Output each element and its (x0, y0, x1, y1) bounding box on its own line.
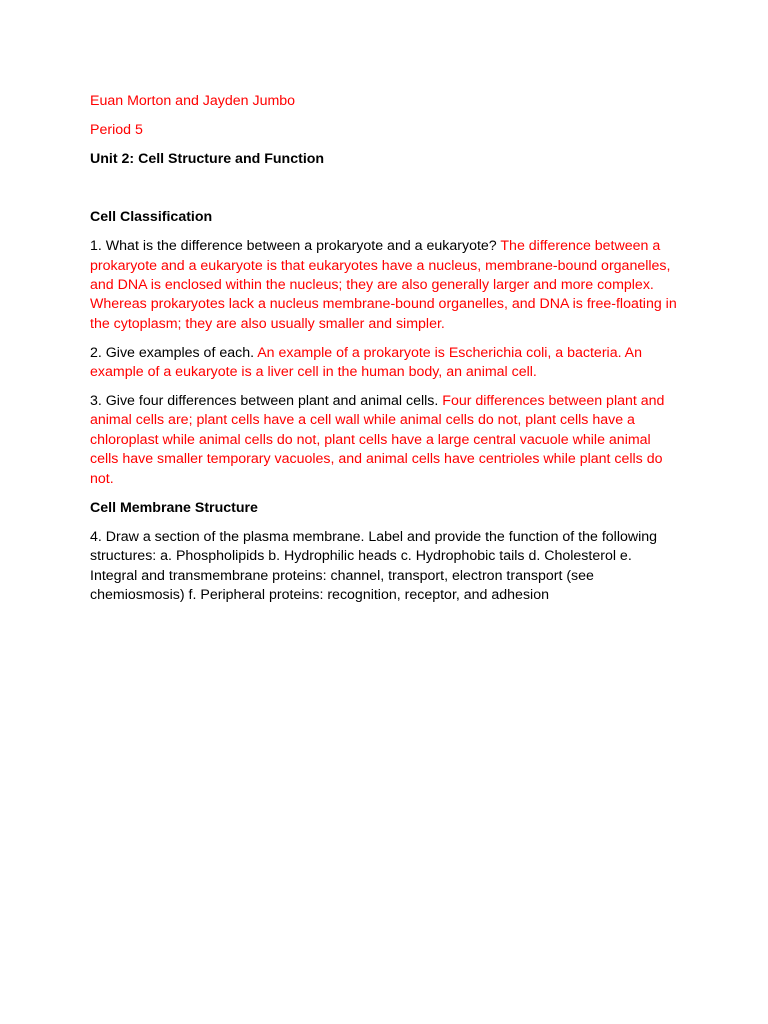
question-1-text: 1. What is the difference between a prokaryote and a eukaryote? (90, 238, 497, 255)
question-2-text: 2. Give examples of each. (90, 344, 255, 361)
answer-2-text: An example of a prokaryote is Escherichia coli, a bacteria. An example of a eukaryote is a liver cell in the human body, an animal cell. (90, 344, 643, 381)
question-4 (90, 528, 680, 606)
document-body (90, 92, 680, 615)
question-2 (90, 344, 680, 383)
answer-3-text: Four differences between plant and animal cells are; plant cells have a cell wall while animal cells do not, plant cells have a chloroplast while animal cells do not, plant cells have a large central vacuole while animal cells have smaller temporary vacuoles, and animal cells have centrioles while plant cells do not. (90, 392, 665, 487)
answer-1-text: The difference between a prokaryote and a eukaryote is that eukaryotes have a nucleus, membrane-bound organelles, and DNA is enclosed within the nucleus; they are also generally larger and more complex. Whereas prokaryotes lack a nucleus membrane-bound organelles, and DNA is free-floating in the cytoplasm; they are also usually smaller and simpler. (90, 238, 677, 332)
question-1 (90, 237, 680, 334)
section-heading-cell-membrane-structure: Cell Membrane Structure (90, 499, 258, 516)
unit-title: Unit 2: Cell Structure and Function (90, 151, 325, 168)
question-3 (90, 392, 680, 489)
author-names: Euan Morton and Jayden Jumbo (90, 93, 296, 109)
question-4-text: 4. Draw a section of the plasma membrane. Label and provide the function of the following structures: a. Phospholipids b. Hydrophilic heads c. Hydrophobic tails d. Cholesterol e. Integral and transmembrane proteins: channel, transport, electron transport (see chemiosmosis) f. Peripheral proteins: recognition, receptor, and adhesion (90, 528, 658, 604)
question-3-text: 3. Give four differences between plant and animal cells. (90, 392, 439, 409)
class-period: Period 5 (90, 121, 143, 138)
section-heading-cell-classification: Cell Classification (90, 208, 213, 225)
